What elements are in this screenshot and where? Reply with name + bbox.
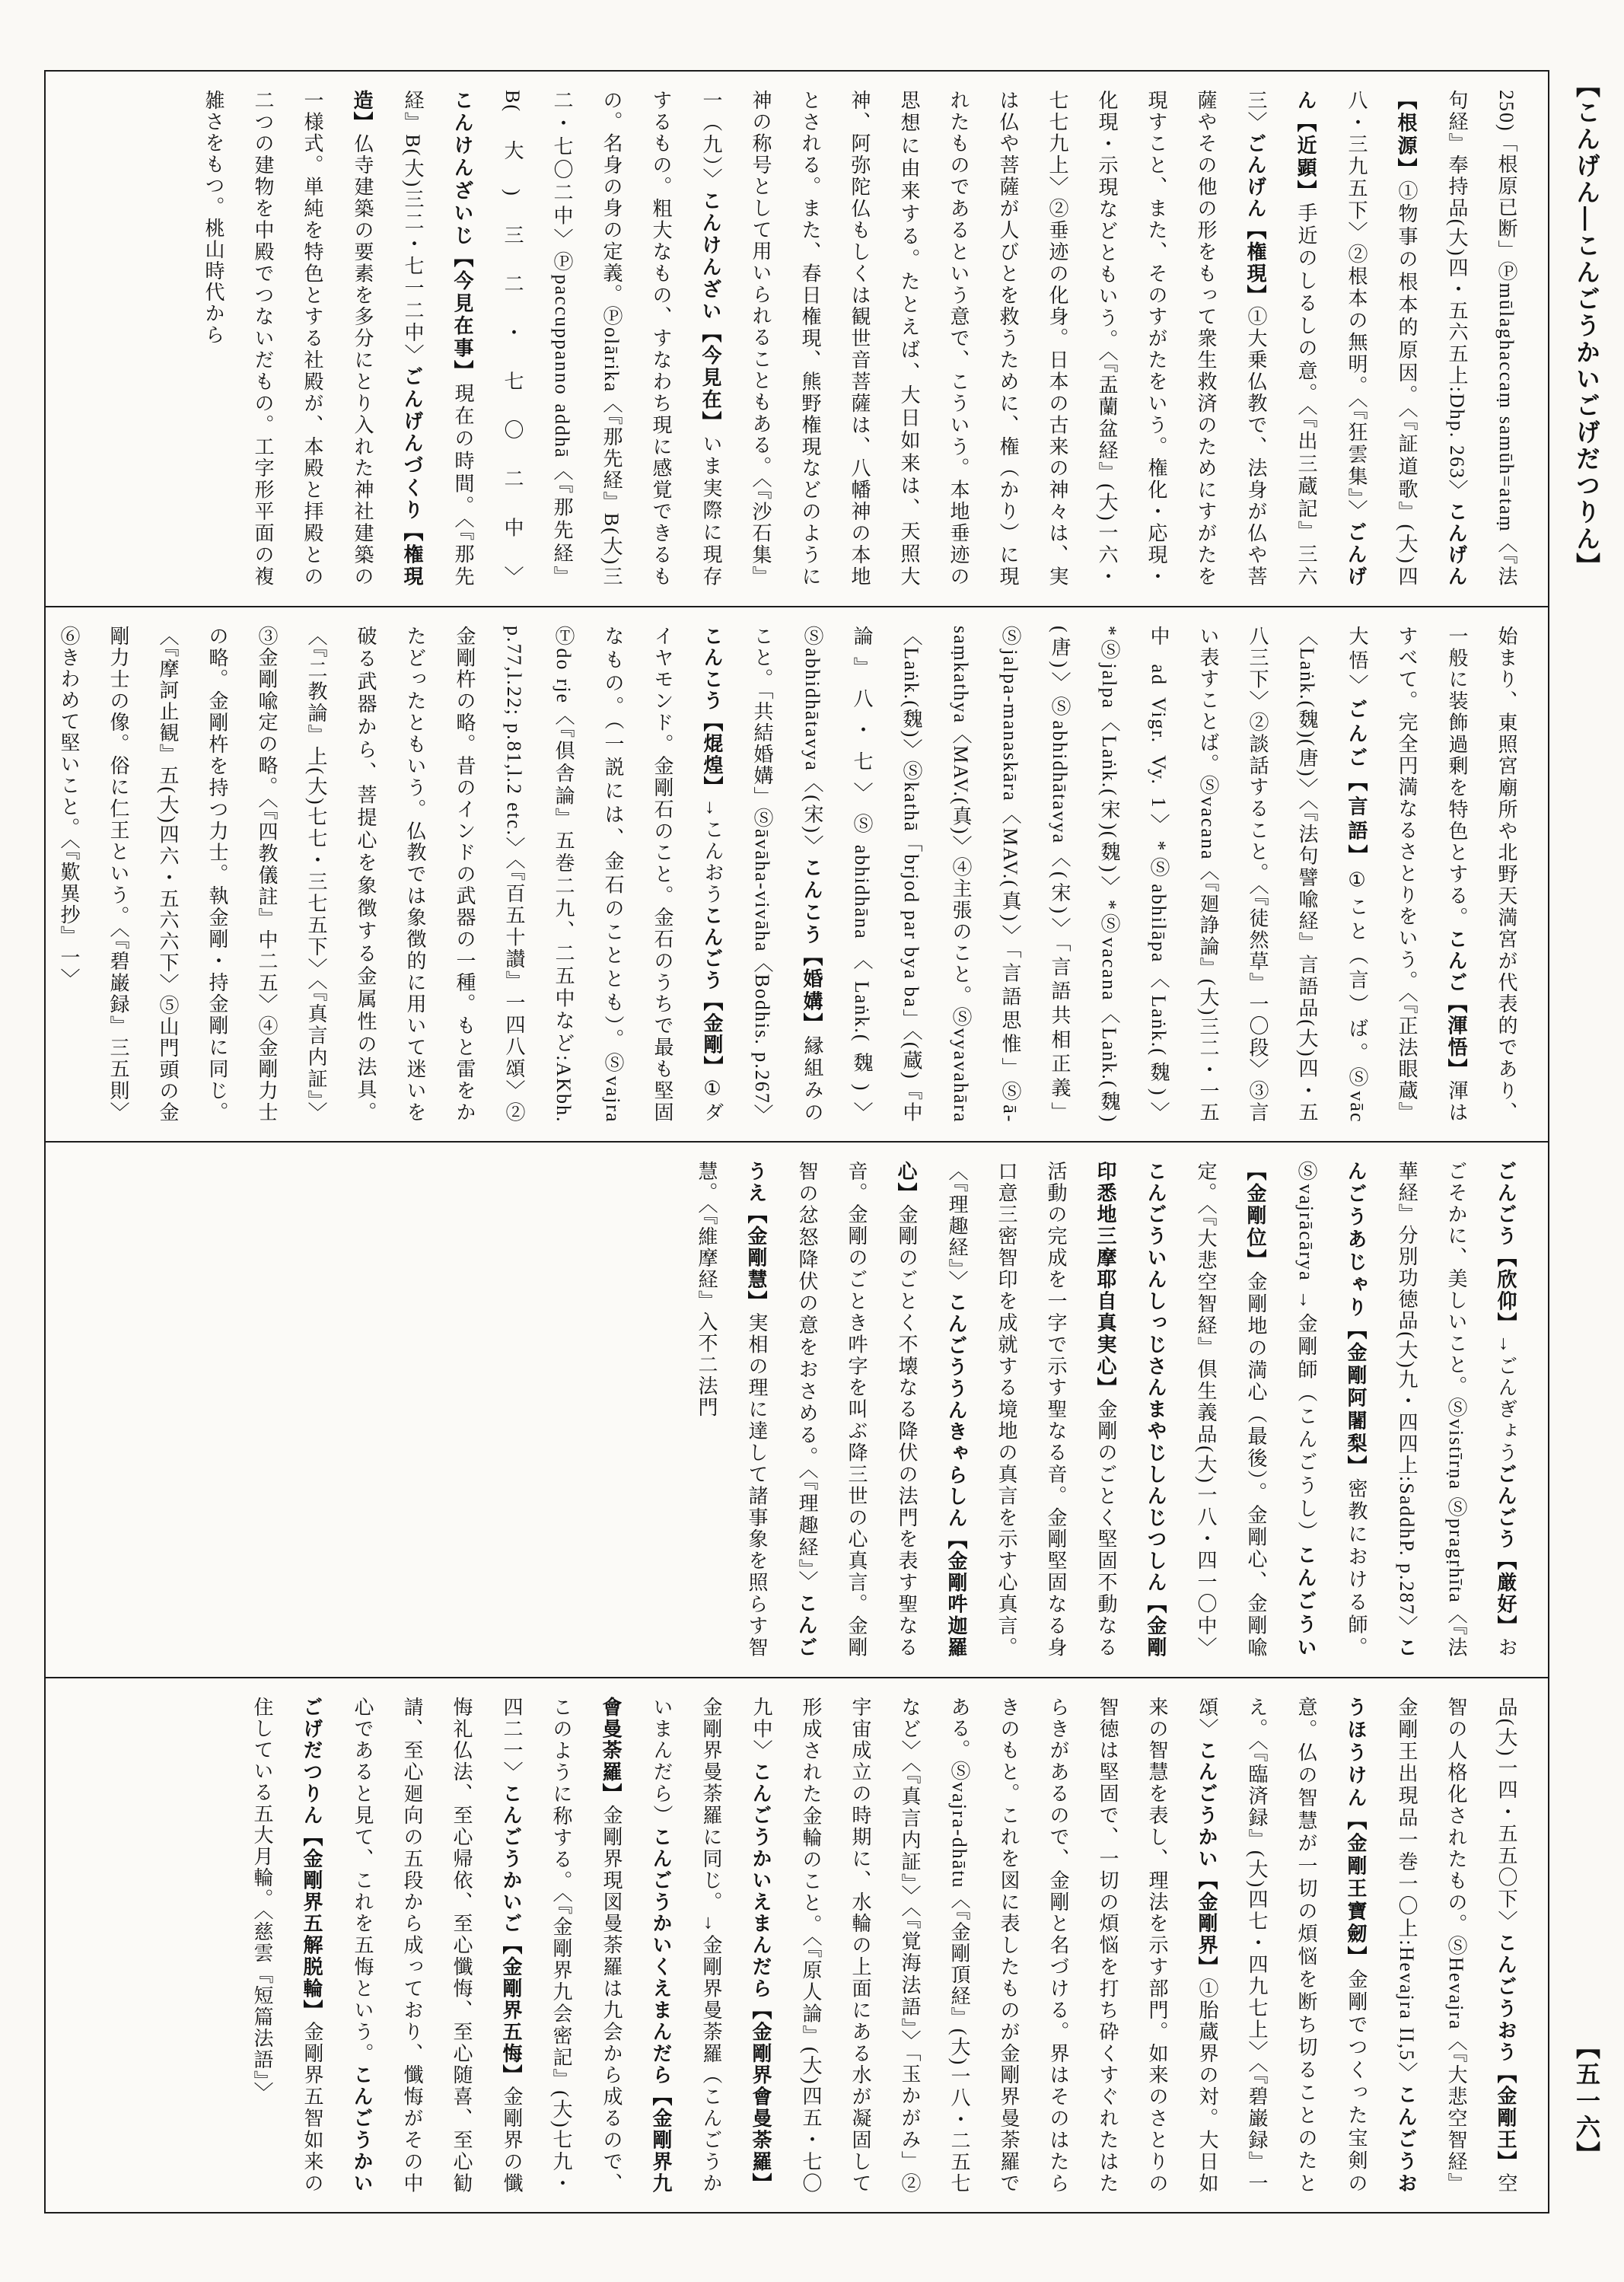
entry-text: 金剛界五智如来の住している五大月輪。〈慈雲『短篇法語』〉 xyxy=(251,1696,323,2194)
entry-headword: こんこう【婚媾】 xyxy=(801,856,823,1035)
entry-text: 金剛のごとく不壊なる降伏の法門を表す聖なる音。金剛のごとき吽字を叫ぶ降三世の心真言。金剛智の忿怒降伏の意をおさめる。〈『理趣経』〉 xyxy=(796,1161,918,1659)
page-number: 【五一六】 xyxy=(1573,2035,1600,2168)
entry-text: →こんおう xyxy=(702,797,724,905)
entry-headword: こんごうあじゃり【金剛阿闍梨】 xyxy=(1345,1161,1418,1659)
entry-text: 品(大)一四・五五〇下〉 xyxy=(1495,1696,1517,1933)
entry-headword: こんごうい【金剛位】 xyxy=(1244,1161,1317,1659)
entry-headword: こんこう【焜煌】 xyxy=(701,625,724,798)
entry-headword: ごんご【言語】 xyxy=(1345,698,1368,869)
entry-headword: ごんごう【厳好】 xyxy=(1495,1464,1517,1637)
entry-text: 仏寺建築の要素を多分にとり入れた神社建築の一様式。単純を特色とする社殿が、本殿と拝殿との二つの建物を中殿でつないだもの。工字形平面の複雑さをもつ。桃山時代から xyxy=(202,90,374,588)
entry-text: ①大乗仏教で、法身が仏や菩薩やその他の形をもって衆生救済のためにすがたを現すこと、また、そのすがたをいう。権化・応現・化現・示現などともいう。〈『盂蘭盆経』(大)一六・七七九上〉②垂迹の化身。日本の古来の神々は、実は仏や菩薩が人びとを救うために、権（かり）に現れたものであるという意で、こういう。本地垂迹の思想に由来する。たとえば、大日如来は、天照大神、阿弥陀仏もしくは観世音菩薩は、八幡神の本地とされる。また、春日権現、熊野権現などのように神の称号として用いられることもある。〈『沙石集』一（九）〉 xyxy=(700,90,1267,588)
entry-text: 現在の時間。〈『那先経』B(大)三二・七一二中〉 xyxy=(402,90,474,588)
text-band-4 xyxy=(46,1678,1548,2213)
text-band-2 xyxy=(46,607,1548,1143)
entry-headword: こんごううんきゃらしん【金剛吽迦羅心】 xyxy=(895,1161,968,1659)
entry-headword: こんけんざいじ【今見在事】 xyxy=(451,90,474,383)
entry-text: →ごんぎょう xyxy=(1495,1334,1517,1464)
entry-text: 金剛界の懺悔礼仏法、至心帰依、至心懺悔、至心随喜、至心勧請、至心廻向の五段から成っており、懺悔がその中心であると見て、これを五悔という。 xyxy=(352,1696,523,2194)
running-head: 【こんげん―こんごうかいごげだつりん】 xyxy=(1573,73,1600,579)
entry-headword: こんごうおう【金剛王】 xyxy=(1495,1932,1517,2172)
entry-text: 始まり、東照宮廟所や北野天満宮が代表的であり、一般に装飾過剰を特色とする。 xyxy=(1446,625,1517,1123)
entry-headword: こんけんざい【今見在】 xyxy=(699,190,722,434)
entry-text: 250)「根原已断」Ⓟmūlaghaccaṃ samūh=ataṃ〈『法句経』奉持品(大)四・五六五上:Dhp. 263〉 xyxy=(1446,90,1517,588)
entry-text: 実相の理に達して諸事象を照らす智慧。〈『維摩経』入不二法門 xyxy=(696,1161,768,1659)
entry-headword: こんごうおうほうけん【金剛王寶劒】 xyxy=(1345,1696,1418,2194)
entry-headword: こんごういんしっじさんまやじしんじつしん【金剛印悉地三摩耶自真実心】 xyxy=(1094,1161,1167,1659)
entry-headword: こんごうかいえまんだら【金剛界會曼荼羅】 xyxy=(750,1761,772,2194)
entry-headword: こんごうかいくえまんだら【金剛界九會曼荼羅】 xyxy=(600,1696,673,2194)
entry-headword: こんごうかいごげだつりん【金剛界五解脱輪】 xyxy=(301,1696,374,2194)
text-band-3 xyxy=(46,1143,1548,1678)
entry-text: 金剛のごとく堅固不動なる活動の完成を一字で示す聖なる音。金剛堅固なる身口意三密智印を成就する境地の真言を示す心真言。〈『理趣経』〉 xyxy=(946,1161,1117,1659)
entry-headword: ごんげんづくり【権現造】 xyxy=(351,90,424,588)
entry-headword: こんごうえ【金剛慧】 xyxy=(745,1161,818,1659)
entry-headword: こんげん【根源】 xyxy=(1395,90,1468,588)
entry-text: 渾はすべて。完全円満なるさとりをいう。〈『正法眼蔵』大悟〉 xyxy=(1346,625,1468,1123)
entry-headword: ごんげん【権現】 xyxy=(1244,132,1267,307)
entry-headword: こんごうかいご【金剛界五悔】 xyxy=(500,1783,523,2086)
entry-text: いま実際に現存するもの。粗大なもの、すなわち現に感覚できるもの。名身の身の定義。Ⓟolārika〈『那先経』B(大)三二・七〇二中〉Ⓟpaccuppanno addhā〈『那先経』B(大)三二・七〇二中〉 xyxy=(502,90,722,588)
entry-text: 金剛界曼荼羅に同じ。→金剛界曼荼羅（こんごうかいまんだら） xyxy=(651,1696,722,2194)
entry-text: 密教における師。Ⓢvajrācārya →金剛師（こんごうし） xyxy=(1295,1161,1368,1659)
entry-text: 空智の人格化されたもの。ⓈHevajra〈『大悲空智経』金剛王出現品一巻一〇上:Hevajra II,5〉 xyxy=(1396,1696,1517,2194)
entry-text: 金剛界現図曼荼羅は九会から成るので、このように称する。〈『金剛界九会密記』(大)七九・四二一〉 xyxy=(501,1696,623,2194)
entry-text: ①胎蔵界の対。大日如来の智慧を表し、理法を示す部門。如来のさとりの智徳は堅固で、一切の煩悩を打ち砕くすぐれたはたらきがあるので、金剛と名づける。界はそのはたらきのもと。これを図に表したものが金剛界曼荼羅である。Ⓢvajra-dhātu〈『金剛頂経』(大)一八・二五七など〉〈『真言内証』〉〈『覚海法語』〉「玉かがみ」②宇宙成立の時期に、水輪の上面にある水が凝固して形成された金輪のこと。〈『原人論』(大)四五・七〇九中〉 xyxy=(750,1696,1218,2194)
entry-text: 縁組みのこと。「共結婚媾」Ⓢāvāha-vivāha〈Bodhis. p.267〉 xyxy=(751,625,823,1126)
entry-headword: ごんごう【欣仰】 xyxy=(1495,1161,1517,1334)
entry-text: ①ダイヤモンド。金剛石のこと。金石のうちで最も堅固なもの。（一説には、金石のこととも）。Ⓢvajra Ⓣdo rje〈『倶舎論』五巻二九、二五中など:AKbh. p.77,l.22; p.81,l.2 etc.〉〈『百五十讃』一四八頌〉②金剛杵の略。昔のインドの武器の一種。もと雷をかたどったともいう。仏教では象徴的に用いて迷いを破る武器から、菩提心を象徴する金属性の法具。〈『二教論』上(大)七七・三七五下〉〈『真言内証』〉③金剛喩定の略。〈『四教儀註』中二五〉④金剛力士の略。金剛杵を持つ力士。執金剛・持金剛に同じ。〈『摩訶止観』五(大)四六・五六六下〉⑤山門頭の金剛力士の像。俗に仁王という。〈『碧巌録』三五則〉⑥きわめて堅いこと。〈『歎異抄』一〉 xyxy=(58,625,724,1123)
entry-headword: ごんげん【近顕】 xyxy=(1294,90,1368,588)
entry-headword: こんごうかい【金剛界】 xyxy=(1196,1739,1218,1978)
entry-text: おごそかに、美しいこと。Ⓢvistīrṇa Ⓢpragṛhīta〈『法華経』分別功徳品(大)九・四四上:SaddhP. p.287〉 xyxy=(1396,1161,1517,1659)
entry-text: ①物事の根本的原因。〈『証道歌』(大)四八・三九五下〉②根本の無明。〈『狂雲集』〉 xyxy=(1345,90,1418,588)
entry-text: 金剛でつくった宝剣の意。仏の智慧が一切の煩悩を断ち切ることのたとえ。〈『臨済録』(大)四七・四九七上〉〈『碧巌録』一頌〉 xyxy=(1196,1696,1368,2194)
entry-headword: こんごう【金剛】 xyxy=(701,904,724,1077)
content-frame xyxy=(44,70,1549,2213)
text-band-1 xyxy=(46,72,1548,607)
entry-headword: こんご【渾悟】 xyxy=(1445,928,1468,1080)
entry-text: 手近のしるしの意。〈『出三蔵記』三六三〉 xyxy=(1245,90,1317,588)
entry-text: ①こと（言）ば。Ⓢvāc〈Laṅk.(魏)(唐)〉〈『法句譬喩経』言語品(大)四・五八三下〉②談話すること。〈『徒然草』一〇段〉③言い表すことば。Ⓢvacana〈『廻諍論』(大)三二・一五中 ad Vigr. Vy. 1〉*Ⓢabhilāpa〈Laṅk.(魏)〉*Ⓢjalpa〈Laṅk.(宋)(魏)〉*Ⓢvacana〈Laṅk.(魏)(唐)〉Ⓢabhidhātavya〈(宋)〉「言語共相正義」Ⓢjalpa-manaskāra〈MAV.(真)〉「言語思惟」Ⓢā-saṃkathya〈MAV.(真)〉④主張のこと。Ⓢvyavahāra〈Laṅk.(魏)〉Ⓢkathā「brjod par bya ba」〈(蔵)『中論』八・七〉Ⓢabhidhāna〈Laṅk.(魏)〉Ⓢabhidhātavya〈(宋)〉 xyxy=(801,625,1368,1123)
entry-text: 金剛地の満心（最後）。金剛心、金剛喩定。〈『大悲空智経』倶生義品(大)一八・四一〇中〉 xyxy=(1195,1161,1267,1659)
